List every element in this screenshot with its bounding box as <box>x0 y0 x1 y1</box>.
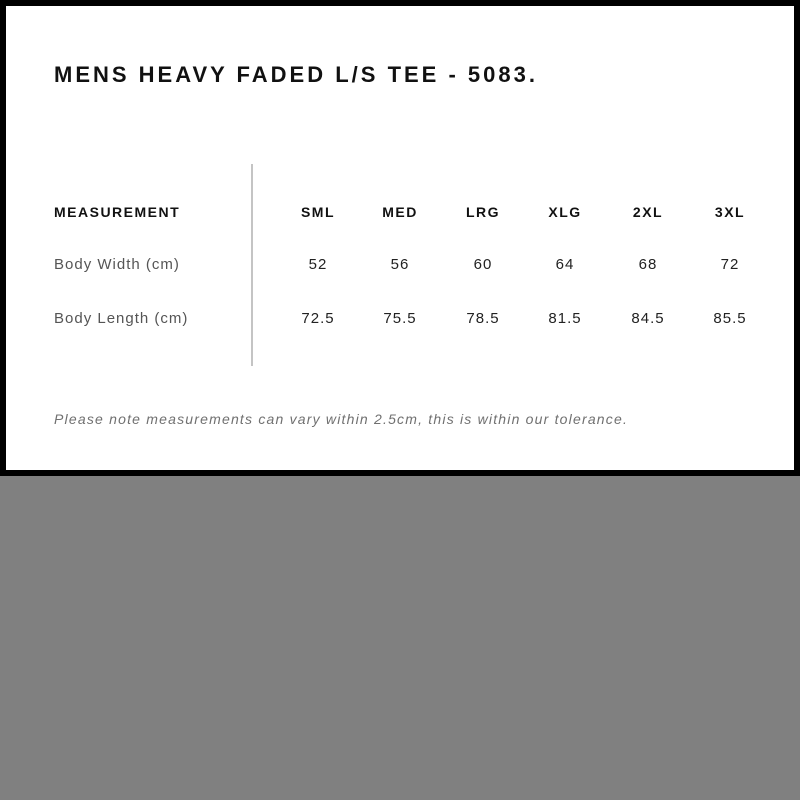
body-width-3xl: 72 <box>720 256 740 273</box>
body-length-lrg: 78.5 <box>466 310 500 327</box>
body-width-2xl: 68 <box>638 256 658 273</box>
body-length-sml: 72.5 <box>301 310 335 327</box>
body-length-med: 75.5 <box>383 310 417 327</box>
body-length-2xl: 84.5 <box>631 310 665 327</box>
size-header-med: MED <box>382 204 418 220</box>
size-header-3xl: 3XL <box>714 204 746 220</box>
size-header-xlg: XLG <box>548 204 582 220</box>
body-length-3xl: 85.5 <box>713 310 747 327</box>
tolerance-note: Please note measurements can vary within 2.5cm, this is within our tolerance. <box>54 411 629 427</box>
body-width-sml: 52 <box>308 256 328 273</box>
body-width-lrg: 60 <box>473 256 493 273</box>
size-header-lrg: LRG <box>465 204 501 220</box>
body-width-med: 56 <box>390 256 410 273</box>
size-header-sml: SML <box>300 204 336 220</box>
column-divider <box>251 164 253 366</box>
size-header-2xl: 2XL <box>632 204 664 220</box>
row-label-body-width: Body Width (cm) <box>54 256 180 273</box>
body-length-xlg: 81.5 <box>548 310 582 327</box>
body-width-xlg: 64 <box>555 256 575 273</box>
row-label-body-length: Body Length (cm) <box>54 310 189 327</box>
page-title: MENS HEAVY FADED L/S TEE - 5083. <box>54 62 538 87</box>
measurement-header: MEASUREMENT <box>54 204 181 220</box>
